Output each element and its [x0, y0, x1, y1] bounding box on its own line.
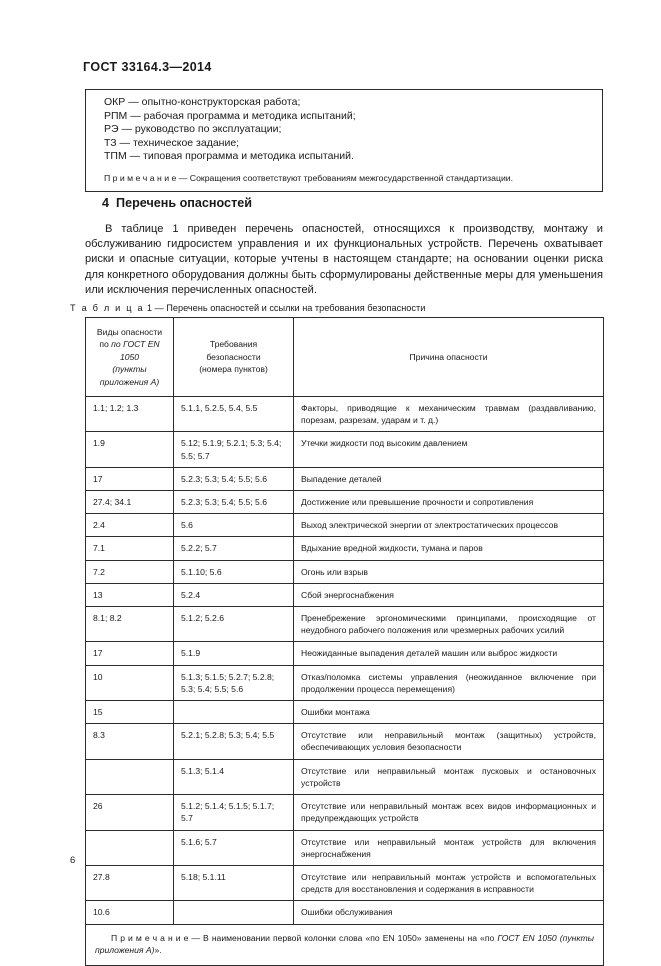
cell-hazard: 1.9: [86, 432, 174, 467]
footer-note-tail: ».: [154, 945, 162, 956]
cell-hazard: 7.2: [86, 560, 174, 583]
cell-requirements: 5.1.2; 5.1.4; 5.1.5; 5.1.7; 5.7: [174, 795, 294, 830]
cell-requirements: 5.2.3; 5.3; 5.4; 5.5; 5.6: [174, 467, 294, 490]
cell-cause: Отказ/поломка системы управления (неожиданное включение при продолжении процесса перемещения): [294, 665, 604, 700]
header-line: Требования: [209, 339, 258, 350]
table-row: [86, 397, 604, 432]
header-line: (номера пунктов): [199, 364, 268, 375]
cell-requirements: 5.12; 5.1.9; 5.2.1; 5.3; 5.4; 5.5; 5.7: [174, 432, 294, 467]
cell-requirements: 5.2.3; 5.3; 5.4; 5.5; 5.6: [174, 491, 294, 514]
table-row: [86, 795, 604, 830]
cell-hazard: 8.3: [86, 724, 174, 759]
table-row: [86, 583, 604, 606]
section-number: 4: [102, 196, 110, 210]
abbreviation-item: ТПМ — типовая программа и методика испытаний.: [104, 150, 354, 163]
header-cell-safety-requirements: [174, 318, 294, 397]
cell-hazard: [86, 759, 174, 794]
table-caption-number: 1: [146, 303, 152, 313]
abbreviations-box: [85, 89, 603, 192]
cell-cause: Отсутствие или неправильный монтаж всех видов информационных и предупреждающих устройств: [294, 795, 604, 830]
cell-hazard: 8.1; 8.2: [86, 607, 174, 642]
cell-cause: Выход электрической энергии от электростатических процессов: [294, 514, 604, 537]
cell-requirements: 5.1.3; 5.1.5; 5.2.7; 5.2.8; 5.3; 5.4; 5.5; 5.6: [174, 665, 294, 700]
table-row: [86, 467, 604, 490]
cell-cause: Пренебрежение эргономическими принципами, происходящие от неудобного рабочего положения или чрезмерных рабочих усилий: [294, 607, 604, 642]
cell-requirements: 5.1.10; 5.6: [174, 560, 294, 583]
cell-cause: Выпадение деталей: [294, 467, 604, 490]
cell-requirements: 5.1.3; 5.1.4: [174, 759, 294, 794]
table-row: [86, 901, 604, 924]
table-row: [86, 560, 604, 583]
table-header: [86, 318, 604, 397]
table-row: [86, 514, 604, 537]
cell-hazard: 17: [86, 467, 174, 490]
cell-hazard: 2.4: [86, 514, 174, 537]
cell-cause: Неожиданные выпадения деталей машин или выброс жидкости: [294, 642, 604, 665]
cell-requirements: 5.1.2; 5.2.6: [174, 607, 294, 642]
table-row: [86, 491, 604, 514]
table-footer-note-row: [86, 924, 604, 965]
cell-cause: Отсутствие или неправильный монтаж (защитных) устройств, обеспечивающих условия безопасности: [294, 724, 604, 759]
cell-hazard: 1.1; 1.2; 1.3: [86, 397, 174, 432]
table-row: [86, 830, 604, 865]
cell-cause: Факторы, приводящие к механическим травмам (раздавливанию, порезам, разрезам, ударам и т. д.): [294, 397, 604, 432]
cell-cause: Отсутствие или неправильный монтаж устройств для включения энергоснабжения: [294, 830, 604, 865]
note-text: — Сокращения соответствуют требованиям межгосударственной стандартизации.: [176, 172, 514, 183]
header-cell-hazard-cause: Причина опасности: [294, 318, 604, 397]
header-line: приложения А): [99, 376, 160, 387]
cell-requirements: [174, 901, 294, 924]
section-paragraph: В таблице 1 приведен перечень опасностей, относящихся к производству, монтажу и обслуживанию гидросистем управления и их функциональных устройств. Перечень охватывает риски и опасные ситуации, которые учтены в настоящем стандарте; на основании оценки риска для конкретного оборудования должны быть сформулированы действенные меры для уменьшения или исключения перечисленных опасностей.: [85, 223, 603, 296]
cell-cause: Огонь или взрыв: [294, 560, 604, 583]
cell-cause: Вдыхание вредной жидкости, тумана и паров: [294, 537, 604, 560]
footer-note-label: П р и м е ч а н и е: [111, 932, 189, 943]
cell-requirements: 5.6: [174, 514, 294, 537]
cell-cause: Отсутствие или неправильный монтаж пусковых и остановочных устройств: [294, 759, 604, 794]
table-footer-note: [86, 924, 604, 965]
cell-requirements: 5.2.1; 5.2.8; 5.3; 5.4; 5.5: [174, 724, 294, 759]
abbreviation-item: ТЗ — техническое задание;: [104, 136, 240, 149]
cell-requirements: 5.1.9: [174, 642, 294, 665]
abbreviation-item: ОКР — опытно-конструкторская работа;: [104, 96, 301, 108]
cell-requirements: 5.2.4: [174, 583, 294, 606]
hazards-table: [85, 317, 604, 966]
note-label: П р и м е ч а н и е: [104, 172, 177, 183]
table-caption: [70, 303, 425, 313]
abbreviation-item: РПМ — рабочая программа и методика испытаний;: [104, 109, 356, 122]
cell-requirements: 5.1.6; 5.7: [174, 830, 294, 865]
footer-note-italic-ref: ГОСТ EN 1050: [497, 932, 557, 943]
header-standard-ref: по ГОСТ EN 1050: [111, 339, 160, 362]
cell-cause: Достижение или превышение прочности и сопротивления: [294, 491, 604, 514]
cell-hazard: [86, 830, 174, 865]
abbreviation-item: РЭ — руководство по эксплуатации;: [104, 123, 282, 136]
document-header: ГОСТ 33164.3—2014: [83, 60, 212, 74]
cell-cause: Сбой энергоснабжения: [294, 583, 604, 606]
cell-cause: Отсутствие или неправильный монтаж устройств и вспомогательных средств для восстановления и содержания в исправности: [294, 865, 604, 900]
footer-note-text: — В наименовании первой колонки слова «по EN 1050» заменены на «по: [188, 932, 498, 943]
header-prefix: по: [99, 339, 112, 350]
cell-cause: Утечки жидкости под высоким давлением: [294, 432, 604, 467]
abbreviations-note: [104, 172, 590, 184]
header-line: (пункты: [112, 364, 147, 375]
table-row: [86, 537, 604, 560]
table-row: [86, 865, 604, 900]
cell-requirements: 5.1.1, 5.2.5, 5.4, 5.5: [174, 397, 294, 432]
cell-hazard: 26: [86, 795, 174, 830]
footer-note-italic-clause: (пункты приложения А): [95, 932, 595, 956]
cell-requirements: 5.18; 5.1.11: [174, 865, 294, 900]
section-title: Перечень опасностей: [116, 196, 252, 210]
cell-cause: Ошибки монтажа: [294, 701, 604, 724]
table-row: [86, 665, 604, 700]
section-heading: [102, 196, 252, 210]
header-line: [91, 338, 168, 363]
table-row: [86, 724, 604, 759]
header-cell-hazard-types: [86, 318, 174, 397]
table-row: [86, 701, 604, 724]
cell-hazard: 17: [86, 642, 174, 665]
cell-hazard: 27.8: [86, 865, 174, 900]
cell-hazard: 27.4; 34.1: [86, 491, 174, 514]
header-line: безопасности: [206, 351, 261, 362]
cell-requirements: [174, 701, 294, 724]
cell-hazard: 7.1: [86, 537, 174, 560]
cell-hazard: 10: [86, 665, 174, 700]
table-row: [86, 607, 604, 642]
table-header-row: [86, 318, 604, 397]
cell-requirements: 5.2.2; 5.7: [174, 537, 294, 560]
table-row: [86, 432, 604, 467]
page-number: 6: [70, 855, 76, 866]
cell-hazard: 15: [86, 701, 174, 724]
table-row: [86, 642, 604, 665]
table-caption-text: — Перечень опасностей и ссылки на требования безопасности: [154, 303, 426, 313]
cell-cause: Ошибки обслуживания: [294, 901, 604, 924]
header-line: Виды опасности: [96, 327, 163, 337]
table-caption-label: Т а б л и ц а: [70, 303, 145, 313]
table-row: [86, 759, 604, 794]
table-body: [86, 397, 604, 966]
cell-hazard: 10.6: [86, 901, 174, 924]
cell-hazard: 13: [86, 583, 174, 606]
